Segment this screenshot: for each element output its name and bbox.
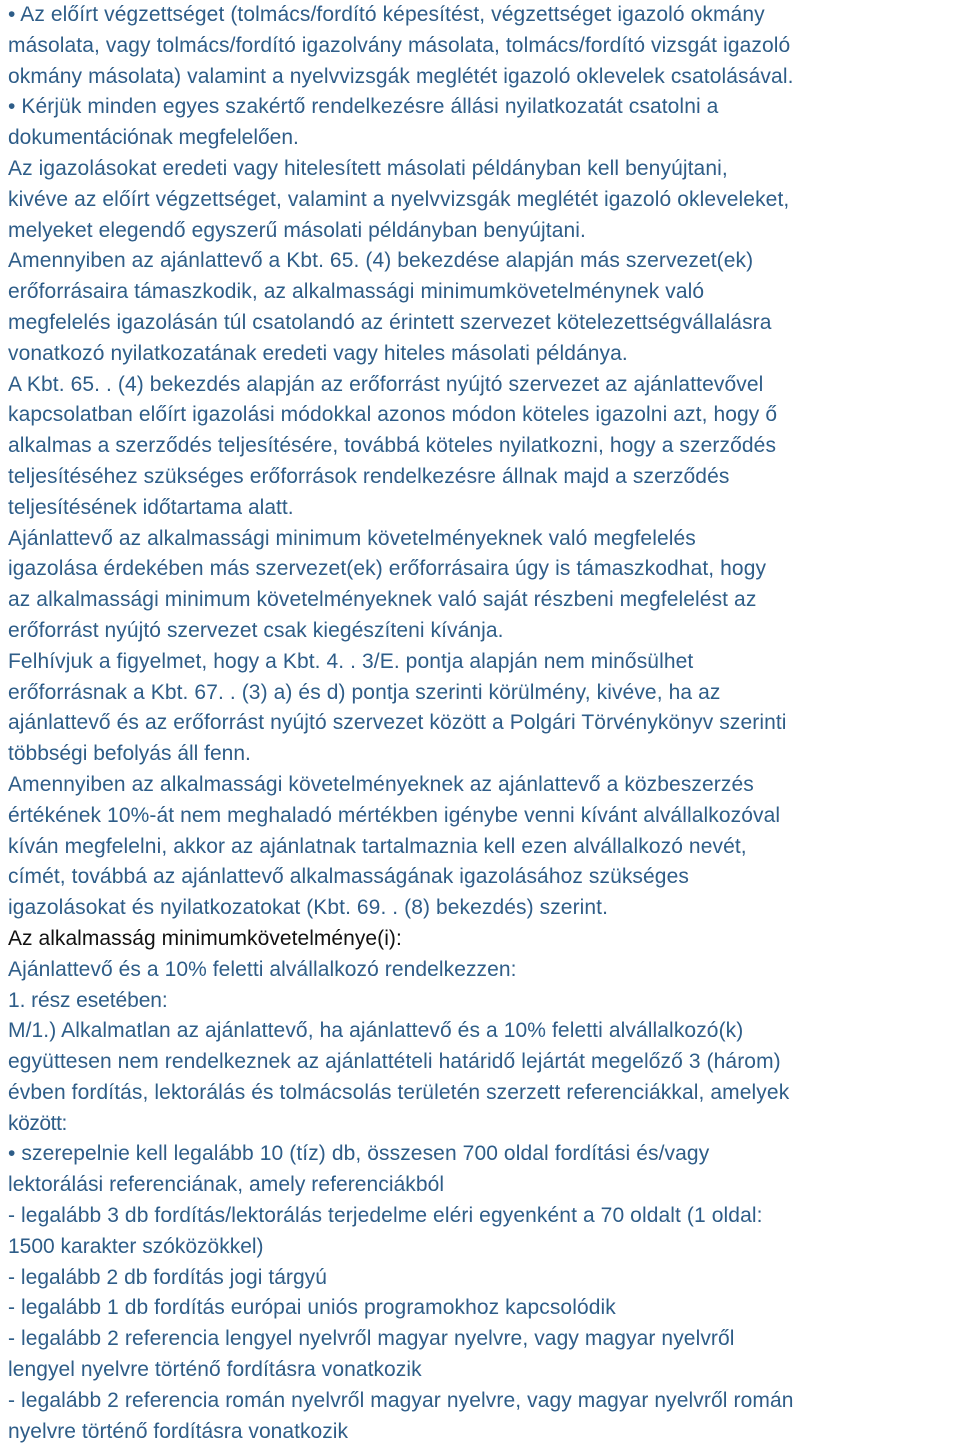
document-text-line: között: <box>8 1111 67 1135</box>
document-text-line: Ajánlattevő az alkalmassági minimum követelményeknek való megfelelés <box>8 526 696 550</box>
document-text-line: lengyel nyelvre történő fordításra vonatkozik <box>8 1358 422 1382</box>
document-text-line: • Kérjük minden egyes szakértő rendelkezésre állási nyilatkozatát csatolni a <box>8 95 719 119</box>
document-text-line: erőforrásnak a Kbt. 67. . (3) a) és d) pontja szerinti körülmény, kivéve, ha az <box>8 680 721 704</box>
document-text-line: - legalább 2 db fordítás jogi tárgyú <box>8 1265 327 1289</box>
document-text-line: többségi befolyás áll fenn. <box>8 742 251 766</box>
document-text-line: címét, továbbá az ajánlattevő alkalmasságának igazolásához szükséges <box>8 865 689 889</box>
document-text-line: alkalmas a szerződés teljesítésére, továbbá köteles nyilatkozni, hogy a szerződés <box>8 434 777 458</box>
document-text-line: vonatkozó nyilatkozatának eredeti vagy hiteles másolati példánya. <box>8 341 628 365</box>
document-text-line: értékének 10%-át nem meghaladó mértékben igénybe venni kívánt alvállalkozóval <box>8 803 781 827</box>
document-text-line: • Az előírt végzettséget (tolmács/fordító képesítést, végzettséget igazoló okmány <box>8 3 765 26</box>
document-text-line: ajánlattevő és az erőforrást nyújtó szervezet között a Polgári Törvénykönyv szerinti <box>8 711 787 735</box>
document-text-line: kivéve az előírt végzettséget, valamint a nyelvvizsgák meglétét igazoló okleveleket, <box>8 187 790 211</box>
document-text-line: kíván megfelelni, akkor az ajánlatnak tartalmaznia kell ezen alvállalkozó nevét, <box>8 834 747 858</box>
document-text-line: kapcsolatban előírt igazolási módokkal azonos módon köteles igazolni azt, hogy ő <box>8 403 778 427</box>
document-text-line: nyelvre történő fordításra vonatkozik <box>8 1419 349 1443</box>
document-text-line: Ajánlattevő és a 10% feletti alvállalkozó rendelkezzen: <box>8 957 517 981</box>
document-text-line: 1500 karakter szóközökkel) <box>8 1234 264 1258</box>
document-text-line: évben fordítás, lektorálás és tolmácsolás területén szerzett referenciákkal, amelyek <box>8 1080 790 1104</box>
document-text-line: együttesen nem rendelkeznek az ajánlattételi határidő lejártát megelőző 3 (három) <box>8 1050 781 1074</box>
document-text-line: 1. rész esetében: <box>8 988 168 1012</box>
document-text-line: okmány másolata) valamint a nyelvvizsgák meglétét igazoló oklevelek csatolásával. <box>8 64 794 88</box>
document-text-line: másolata, vagy tolmács/fordító igazolvány másolata, tolmács/fordító vizsgát igazoló <box>8 33 791 57</box>
document-text-line: Amennyiben az alkalmassági követelményeknek az ajánlattevő a közbeszerzés <box>8 772 754 796</box>
section-heading-line: Az alkalmasság minimumkövetelménye(i): <box>8 926 402 950</box>
document-text-line: igazolása érdekében más szervezet(ek) erőforrásaira úgy is támaszkodhat, hogy <box>8 557 767 581</box>
document-text-line: az alkalmassági minimum követelményeknek való saját részbeni megfelelést az <box>8 588 757 612</box>
document-text-line: • szerepelnie kell legalább 10 (tíz) db, összesen 700 oldal fordítási és/vagy <box>8 1142 710 1166</box>
document-text-line: teljesítésének időtartama alatt. <box>8 495 294 519</box>
document-text-line: - legalább 3 db fordítás/lektorálás terjedelme eléri egyenként a 70 oldalt (1 oldal: <box>8 1204 763 1228</box>
document-text-line: - legalább 1 db fordítás európai uniós programokhoz kapcsolódik <box>8 1296 616 1320</box>
document-text-line: erőforrásaira támaszkodik, az alkalmassági minimumkövetelménynek való <box>8 280 705 304</box>
document-text-line: Amennyiben az ajánlattevő a Kbt. 65. (4) bekezdése alapján más szervezet(ek) <box>8 249 754 273</box>
document-text-line: Az igazolásokat eredeti vagy hitelesített másolati példányban kell benyújtani, <box>8 156 728 180</box>
document-text-line: - legalább 2 referencia lengyel nyelvről magyar nyelvre, vagy magyar nyelvről <box>8 1327 735 1351</box>
document-text-line: melyeket elegendő egyszerű másolati példányban benyújtani. <box>8 218 586 242</box>
document-text-line: dokumentációnak megfelelően. <box>8 126 299 150</box>
document-text-line: - legalább 2 referencia román nyelvről magyar nyelvre, vagy magyar nyelvről román <box>8 1388 794 1412</box>
document-text-line: A Kbt. 65. . (4) bekezdés alapján az erőforrást nyújtó szervezet az ajánlattevővel <box>8 372 764 396</box>
document-text-line: teljesítéséhez szükséges erőforrások rendelkezésre állnak majd a szerződés <box>8 464 730 488</box>
document-text-line: Felhívjuk a figyelmet, hogy a Kbt. 4. . 3/E. pontja alapján nem minősülhet <box>8 649 694 673</box>
document-text-line: igazolásokat és nyilatkozatokat (Kbt. 69. . (8) bekezdés) szerint. <box>8 896 609 920</box>
document-text-line: M/1.) Alkalmatlan az ajánlattevő, ha ajánlattevő és a 10% feletti alvállalkozó(k) <box>8 1019 744 1043</box>
document-text-line: lektorálási referenciának, amely referenciákból <box>8 1173 445 1197</box>
document-text-line: erőforrást nyújtó szervezet csak kiegészíteni kívánja. <box>8 618 504 642</box>
document-text-line: megfelelés igazolásán túl csatolandó az érintett szervezet kötelezettségvállalásra <box>8 310 772 334</box>
